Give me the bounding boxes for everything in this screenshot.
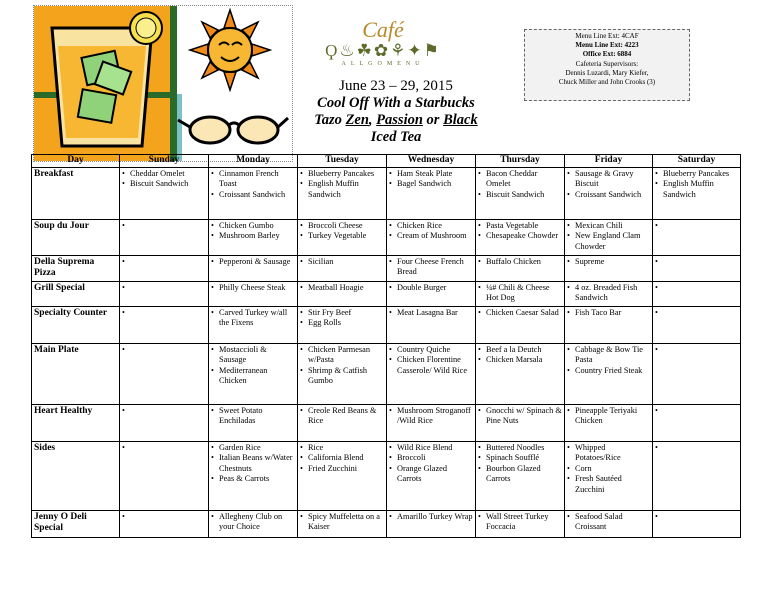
menu-cell <box>120 442 209 511</box>
menu-item: • Stir Fry Beef <box>300 308 384 318</box>
menu-item: • Four Cheese French Bread <box>389 257 473 278</box>
menu-cell <box>387 511 476 538</box>
table-row <box>32 220 741 256</box>
table-row <box>32 168 741 220</box>
menu-cell <box>298 220 387 256</box>
menu-cell <box>120 282 209 307</box>
row-label: Soup du Jour <box>32 220 120 256</box>
menu-item-list <box>567 345 650 376</box>
menu-item-list <box>567 512 650 533</box>
menu-item: • Blueberry Pancakes <box>300 169 384 179</box>
menu-item: • Pepperoni & Sausage <box>211 257 295 267</box>
menu-cell <box>120 307 209 344</box>
menu-cell <box>209 220 298 256</box>
menu-item: • Fried Zucchini <box>300 464 384 474</box>
menu-item: • Supreme <box>567 257 650 267</box>
menu-item-list <box>478 221 562 242</box>
table-row <box>32 256 741 282</box>
menu-item: • Buffalo Chicken <box>478 257 562 267</box>
menu-item-list <box>300 443 384 474</box>
menu-item: • Shrimp & Catfish Gumbo <box>300 366 384 387</box>
menu-cell <box>565 256 653 282</box>
menu-item: • Chesapeake Chowder <box>478 231 562 241</box>
menu-item: • New England Clam Chowder <box>567 231 650 252</box>
menu-item: • Cinnamon French Toast <box>211 169 295 190</box>
menu-item: • Country Fried Steak <box>567 366 650 376</box>
menu-item-list <box>478 283 562 304</box>
menu-item-list <box>211 345 295 387</box>
menu-item: • Creole Red Beans & Rice <box>300 406 384 427</box>
menu-item: • Chicken Florentine Casserole/ Wild Rice <box>389 355 473 376</box>
menu-item-list <box>478 512 562 533</box>
menu-cell <box>653 168 741 220</box>
menu-cell <box>209 344 298 405</box>
menu-item: • Turkey Vegetable <box>300 231 384 241</box>
menu-item: • Mexican Chili <box>567 221 650 231</box>
menu-item: • Pasta Vegetable <box>478 221 562 231</box>
menu-item: • Mediterranean Chicken <box>211 366 295 387</box>
menu-item-list <box>389 345 473 376</box>
menu-item-list <box>567 406 650 427</box>
logo-script-text: Café <box>362 17 404 42</box>
cafe-logo <box>298 18 468 68</box>
menu-cell <box>209 256 298 282</box>
menu-cell <box>120 405 209 442</box>
menu-item-list <box>211 406 295 427</box>
menu-item: • Philly Cheese Steak <box>211 283 295 293</box>
menu-cell <box>476 405 565 442</box>
column-header-thursday: Thursday <box>476 155 565 168</box>
menu-item: • Meatball Hoagie <box>300 283 384 293</box>
menu-cell <box>209 307 298 344</box>
menu-item-list <box>567 443 650 495</box>
menu-item: • Double Burger <box>389 283 473 293</box>
menu-item-list <box>389 169 473 190</box>
menu-cell <box>476 307 565 344</box>
row-label: Grill Special <box>32 282 120 307</box>
promo-headline <box>296 95 496 146</box>
menu-item-list <box>567 169 650 200</box>
menu-item: • Carved Turkey w/all the Fixens <box>211 308 295 329</box>
menu-item: • Cream of Mushroom <box>389 231 473 241</box>
tea-black: Black <box>443 112 478 128</box>
menu-item-list <box>300 257 384 267</box>
supervisors-names-2: Chuck Miller and John Crooks (3) <box>558 78 656 87</box>
menu-cell <box>653 307 741 344</box>
menu-item-list <box>211 221 295 242</box>
menu-cell <box>476 511 565 538</box>
menu-line-ext-2: Menu Line Ext: 4223 <box>575 41 639 50</box>
column-header-wednesday: Wednesday <box>387 155 476 168</box>
menu-cell <box>565 168 653 220</box>
menu-cell <box>653 256 741 282</box>
table-row <box>32 344 741 405</box>
menu-item: • Bacon Cheddar Omelet <box>478 169 562 190</box>
menu-item: • English Muffin Sandwich <box>300 179 384 200</box>
menu-item-list <box>300 221 384 242</box>
menu-cell <box>387 442 476 511</box>
menu-item: • Bagel Sandwich <box>389 179 473 189</box>
menu-item: • California Blend <box>300 453 384 463</box>
menu-item-list <box>567 221 650 252</box>
menu-item-list <box>300 169 384 200</box>
table-row <box>32 442 741 511</box>
menu-item: • Meat Lasagna Bar <box>389 308 473 318</box>
menu-item: • English Muffin Sandwich <box>655 179 738 200</box>
menu-cell <box>476 442 565 511</box>
column-header-monday: Monday <box>209 155 298 168</box>
tea-zen: Zen <box>345 112 369 128</box>
menu-item: • Chicken Caesar Salad <box>478 308 562 318</box>
row-label: Specialty Counter <box>32 307 120 344</box>
column-header-tuesday: Tuesday <box>298 155 387 168</box>
menu-item-list <box>478 406 562 427</box>
menu-cell <box>387 282 476 307</box>
menu-cell <box>298 282 387 307</box>
menu-item: • Chicken Rice <box>389 221 473 231</box>
menu-item: • Garden Rice <box>211 443 295 453</box>
menu-item: • ¼# Chili & Cheese Hot Dog <box>478 283 562 304</box>
menu-item: • Biscuit Sandwich <box>478 190 562 200</box>
menu-cell <box>209 511 298 538</box>
menu-cell <box>120 168 209 220</box>
menu-item: • Sweet Potato Enchiladas <box>211 406 295 427</box>
table-row <box>32 282 741 307</box>
menu-item-list <box>389 221 473 242</box>
menu-item: • Italian Beans w/Water Chestnuts <box>211 453 295 474</box>
menu-cell <box>653 282 741 307</box>
menu-item: • Mostaccioli & Sausage <box>211 345 295 366</box>
menu-cell <box>120 220 209 256</box>
menu-cell <box>209 282 298 307</box>
menu-item-list <box>389 257 473 278</box>
menu-item: • Sausage & Gravy Biscuit <box>567 169 650 190</box>
menu-item-list <box>567 257 650 267</box>
row-label: Della Suprema Pizza <box>32 256 120 282</box>
menu-item-list <box>211 169 295 200</box>
row-label: Main Plate <box>32 344 120 405</box>
menu-cell <box>209 405 298 442</box>
menu-item: • Bourbon Glazed Carrots <box>478 464 562 485</box>
menu-item-list <box>211 512 295 533</box>
summer-clipart <box>33 5 293 162</box>
row-label: Heart Healthy <box>32 405 120 442</box>
menu-item: • Cheddar Omelet <box>122 169 206 179</box>
menu-cell <box>476 168 565 220</box>
menu-cell <box>565 344 653 405</box>
menu-cell <box>387 168 476 220</box>
menu-cell <box>209 442 298 511</box>
menu-cell <box>120 344 209 405</box>
table-header-row <box>32 155 741 168</box>
menu-item-list <box>211 308 295 329</box>
menu-item: • Seafood Salad Croissant <box>567 512 650 533</box>
column-header-day: Day <box>32 155 120 168</box>
headline-line-2: Tazo Zen, Passion or Black <box>314 112 478 128</box>
menu-line-ext-1: Menu Line Ext: 4CAF <box>575 32 639 40</box>
menu-item-list <box>300 345 384 387</box>
menu-item: • Chicken Gumbo <box>211 221 295 231</box>
menu-cell <box>209 168 298 220</box>
menu-cell <box>387 307 476 344</box>
tea-passion: Passion <box>376 112 423 128</box>
menu-item: • Spinach Soufflé <box>478 453 562 463</box>
supervisors-names-1: Dennis Luzardi, Mary Kiefer, <box>565 68 649 77</box>
menu-cell <box>120 256 209 282</box>
menu-cell <box>476 282 565 307</box>
menu-item-list <box>389 443 473 485</box>
column-header-sunday: Sunday <box>120 155 209 168</box>
menu-cell <box>653 405 741 442</box>
menu-item-list <box>300 512 384 533</box>
menu-item-list <box>478 169 562 200</box>
menu-item: • Broccoli <box>389 453 473 463</box>
contact-info-box <box>524 29 690 101</box>
menu-cell <box>565 442 653 511</box>
menu-item-list <box>211 283 295 293</box>
menu-item-list <box>389 308 473 318</box>
menu-item: • Amarillo Turkey Wrap <box>389 512 473 522</box>
menu-item-list <box>389 283 473 293</box>
weekly-menu-table <box>31 154 741 538</box>
menu-item: • Rice <box>300 443 384 453</box>
row-label: Breakfast <box>32 168 120 220</box>
menu-item: • Chicken Parmesan w/Pasta <box>300 345 384 366</box>
menu-cell <box>298 405 387 442</box>
menu-item: • Egg Rolls <box>300 318 384 328</box>
menu-item: • Blueberry Pancakes <box>655 169 738 179</box>
menu-item: • Fish Taco Bar <box>567 308 650 318</box>
office-ext: Office Ext: 6884 <box>582 50 632 59</box>
table-row <box>32 511 741 538</box>
menu-item-list <box>567 308 650 318</box>
menu-item: • Biscuit Sandwich <box>122 179 206 189</box>
menu-cell <box>298 344 387 405</box>
menu-item-list <box>211 443 295 485</box>
menu-item-list <box>300 406 384 427</box>
menu-item: • Spicy Muffeletta on a Kaiser <box>300 512 384 533</box>
menu-item: • Broccoli Cheese <box>300 221 384 231</box>
menu-item: • Gnocchi w/ Spinach & Pine Nuts <box>478 406 562 427</box>
menu-cell <box>298 168 387 220</box>
menu-item: • Corn <box>567 464 650 474</box>
menu-item-list <box>478 308 562 318</box>
menu-item: • Orange Glazed Carrots <box>389 464 473 485</box>
menu-cell <box>298 307 387 344</box>
menu-cell <box>565 405 653 442</box>
menu-cell <box>298 256 387 282</box>
table-row <box>32 307 741 344</box>
menu-item: • Wild Rice Blend <box>389 443 473 453</box>
menu-item-list <box>389 406 473 427</box>
row-label: Jenny O Deli Special <box>32 511 120 538</box>
headline-line-1: Cool Off With a Starbucks <box>317 95 475 111</box>
table-row <box>32 405 741 442</box>
menu-cell <box>653 220 741 256</box>
menu-item: • Cabbage & Bow Tie Pasta <box>567 345 650 366</box>
menu-item-list <box>389 512 473 522</box>
menu-item: • Mushroom Barley <box>211 231 295 241</box>
menu-cell <box>565 282 653 307</box>
menu-item: • Croissant Sandwich <box>211 190 295 200</box>
menu-item: • Pineapple Teriyaki Chicken <box>567 406 650 427</box>
menu-item: • Fresh Sautéed Zucchini <box>567 474 650 495</box>
menu-item-list <box>567 283 650 304</box>
menu-item-list <box>122 169 206 190</box>
column-header-saturday: Saturday <box>653 155 741 168</box>
menu-cell <box>653 442 741 511</box>
menu-item: • Sicilian <box>300 257 384 267</box>
menu-cell <box>653 511 741 538</box>
menu-item: • Ham Steak Plate <box>389 169 473 179</box>
menu-date-range: June 23 – 29, 2015 <box>339 78 453 94</box>
menu-cell <box>120 511 209 538</box>
row-label: Sides <box>32 442 120 511</box>
menu-cell <box>565 511 653 538</box>
menu-item-list <box>655 169 738 200</box>
menu-item-list <box>300 308 384 329</box>
menu-cell <box>298 442 387 511</box>
menu-item: • Beef a la Deutch <box>478 345 562 355</box>
menu-cell <box>298 511 387 538</box>
menu-item: • Croissant Sandwich <box>567 190 650 200</box>
menu-item: • Whipped Potatoes/Rice <box>567 443 650 464</box>
menu-item-list <box>478 345 562 366</box>
menu-cell <box>476 220 565 256</box>
logo-subtitle: ALLGOMENU <box>341 61 425 67</box>
supervisors-label: Cafeteria Supervisors: <box>575 59 639 68</box>
menu-item: • Mushroom Stroganoff /Wild Rice <box>389 406 473 427</box>
menu-item-list <box>478 257 562 267</box>
menu-item-list <box>211 257 295 267</box>
menu-item-list <box>478 443 562 485</box>
menu-item: • Peas & Carrots <box>211 474 295 484</box>
menu-item-list <box>300 283 384 293</box>
menu-item: • Buttered Noodles <box>478 443 562 453</box>
menu-cell <box>476 256 565 282</box>
menu-cell <box>565 307 653 344</box>
menu-cell <box>387 256 476 282</box>
column-header-friday: Friday <box>565 155 653 168</box>
iced-drink-sun-sunglasses-illustration <box>34 6 292 161</box>
headline-line-3: Iced Tea <box>370 129 422 145</box>
menu-cell <box>653 344 741 405</box>
menu-item: • Allegheny Club on your Choice <box>211 512 295 533</box>
menu-cell <box>565 220 653 256</box>
menu-item: • 4 oz. Breaded Fish Sandwich <box>567 283 650 304</box>
menu-item: • Country Quiche <box>389 345 473 355</box>
menu-item: • Wall Street Turkey Foccacia <box>478 512 562 533</box>
menu-cell <box>387 405 476 442</box>
menu-cell <box>387 220 476 256</box>
menu-cell <box>387 344 476 405</box>
menu-cell <box>476 344 565 405</box>
food-icons: Ϙ♨☘✿⚘✦⚑ <box>325 41 441 60</box>
menu-item: • Chicken Marsala <box>478 355 562 365</box>
